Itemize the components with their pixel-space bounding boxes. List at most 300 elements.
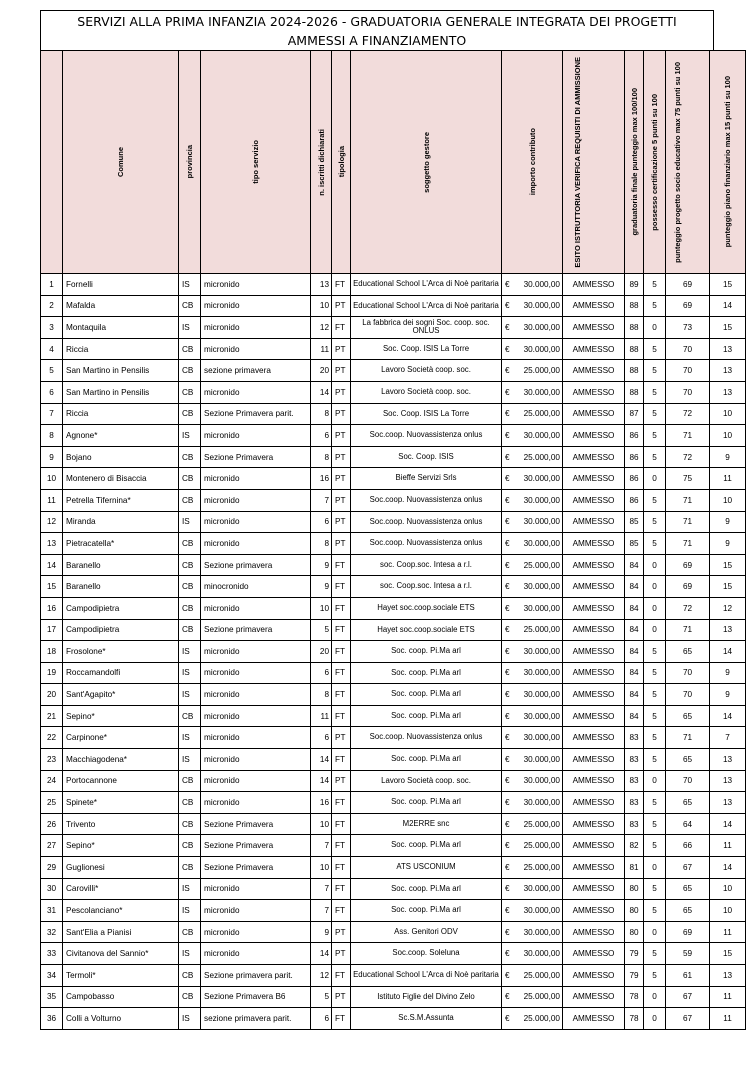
cell-comune: San Martino in Pensilis — [63, 381, 179, 403]
cell-esito: AMMESSO — [563, 381, 625, 403]
cell-tipo-servizio: Sezione primavera parit. — [201, 965, 311, 987]
cell-graduatoria: 84 — [625, 684, 644, 706]
cell-graduatoria: 84 — [625, 619, 644, 641]
cell-graduatoria: 86 — [625, 468, 644, 490]
currency-symbol: € — [505, 344, 510, 354]
cell-provincia: IS — [179, 684, 201, 706]
cell-certificazione: 5 — [644, 274, 666, 296]
cell-comune: Carpinone* — [63, 727, 179, 749]
cell-graduatoria: 80 — [625, 900, 644, 922]
cell-piano: 14 — [710, 813, 746, 835]
cell-num: 7 — [41, 403, 63, 425]
cell-progetto: 69 — [666, 274, 710, 296]
cell-importo — [502, 943, 563, 965]
currency-symbol: € — [505, 992, 510, 1002]
amount-value: 30.000,00 — [523, 603, 560, 613]
cell-provincia: CB — [179, 921, 201, 943]
currency-symbol: € — [505, 603, 510, 613]
cell-piano: 15 — [710, 554, 746, 576]
cell-piano: 14 — [710, 705, 746, 727]
cell-progetto: 59 — [666, 943, 710, 965]
amount-value: 30.000,00 — [523, 646, 560, 656]
currency-symbol: € — [505, 560, 510, 570]
amount-value: 30.000,00 — [523, 906, 560, 916]
cell-num: 19 — [41, 662, 63, 684]
cell-tipo-servizio: Sezione Primavera B6 — [201, 986, 311, 1008]
cell-tipo-servizio: sezione primavera parit. — [201, 1008, 311, 1030]
currency-symbol: € — [505, 582, 510, 592]
cell-esito: AMMESSO — [563, 446, 625, 468]
table-row — [41, 921, 746, 943]
cell-esito: AMMESSO — [563, 425, 625, 447]
cell-tipologia: FT — [332, 965, 351, 987]
cell-piano: 11 — [710, 468, 746, 490]
cell-importo — [502, 921, 563, 943]
cell-provincia: IS — [179, 511, 201, 533]
cell-iscritti: 6 — [311, 425, 332, 447]
cell-importo — [502, 965, 563, 987]
cell-provincia: CB — [179, 619, 201, 641]
currency-symbol: € — [505, 841, 510, 851]
cell-piano: 14 — [710, 295, 746, 317]
cell-num: 29 — [41, 857, 63, 879]
cell-provincia: CB — [179, 770, 201, 792]
currency-symbol: € — [505, 970, 510, 980]
cell-piano: 15 — [710, 943, 746, 965]
cell-certificazione: 0 — [644, 576, 666, 598]
cell-piano: 9 — [710, 662, 746, 684]
cell-certificazione: 0 — [644, 857, 666, 879]
cell-num: 8 — [41, 425, 63, 447]
cell-tipologia: PT — [332, 489, 351, 511]
cell-graduatoria: 84 — [625, 554, 644, 576]
amount-value: 25.000,00 — [523, 841, 560, 851]
amount-value: 30.000,00 — [523, 344, 560, 354]
cell-esito: AMMESSO — [563, 317, 625, 339]
cell-progetto: 65 — [666, 878, 710, 900]
cell-tipologia: FT — [332, 705, 351, 727]
cell-importo — [502, 619, 563, 641]
cell-soggetto-gestore: Soc.coop. Nuovassistenza onlus — [351, 511, 502, 533]
table-row — [41, 641, 746, 663]
cell-certificazione: 5 — [644, 727, 666, 749]
cell-tipo-servizio: micronido — [201, 878, 311, 900]
cell-tipologia: FT — [332, 1008, 351, 1030]
cell-tipologia: FT — [332, 835, 351, 857]
amount-value: 30.000,00 — [523, 690, 560, 700]
amount-value: 25.000,00 — [523, 1013, 560, 1023]
cell-num: 18 — [41, 641, 63, 663]
cell-graduatoria: 85 — [625, 511, 644, 533]
currency-symbol: € — [505, 538, 510, 548]
cell-tipo-servizio: Sezione Primavera parit. — [201, 403, 311, 425]
cell-comune: Pescolanciano* — [63, 900, 179, 922]
cell-soggetto-gestore: Sc.S.M.Assunta — [351, 1008, 502, 1030]
cell-provincia: CB — [179, 533, 201, 555]
cell-esito: AMMESSO — [563, 792, 625, 814]
table-row — [41, 965, 746, 987]
amount-value: 30.000,00 — [523, 927, 560, 937]
cell-esito: AMMESSO — [563, 965, 625, 987]
currency-symbol: € — [505, 668, 510, 678]
cell-comune: Montenero di Bisaccia — [63, 468, 179, 490]
table-row — [41, 662, 746, 684]
cell-progetto: 61 — [666, 965, 710, 987]
table-row — [41, 403, 746, 425]
cell-tipo-servizio: micronido — [201, 317, 311, 339]
cell-esito: AMMESSO — [563, 727, 625, 749]
header-comune: Comune — [63, 51, 179, 274]
cell-iscritti: 8 — [311, 403, 332, 425]
cell-tipologia: PT — [332, 446, 351, 468]
cell-tipo-servizio: Sezione Primavera — [201, 835, 311, 857]
cell-comune: Bojano — [63, 446, 179, 468]
cell-tipologia: FT — [332, 641, 351, 663]
cell-tipologia: PT — [332, 295, 351, 317]
table-row — [41, 533, 746, 555]
cell-piano: 10 — [710, 403, 746, 425]
cell-provincia: CB — [179, 576, 201, 598]
cell-certificazione: 5 — [644, 641, 666, 663]
header-num — [41, 51, 63, 274]
cell-certificazione: 5 — [644, 446, 666, 468]
cell-esito: AMMESSO — [563, 878, 625, 900]
cell-soggetto-gestore: Soc. coop. Pi.Ma arl — [351, 684, 502, 706]
table-body — [41, 274, 746, 1030]
cell-esito: AMMESSO — [563, 641, 625, 663]
cell-importo — [502, 511, 563, 533]
cell-esito: AMMESSO — [563, 403, 625, 425]
cell-progetto: 70 — [666, 662, 710, 684]
currency-symbol: € — [505, 884, 510, 894]
cell-graduatoria: 84 — [625, 705, 644, 727]
cell-piano: 10 — [710, 878, 746, 900]
ranking-sheet — [40, 10, 733, 1030]
cell-graduatoria: 83 — [625, 727, 644, 749]
table-row — [41, 425, 746, 447]
cell-graduatoria: 86 — [625, 489, 644, 511]
cell-progetto: 66 — [666, 835, 710, 857]
cell-tipologia: FT — [332, 792, 351, 814]
cell-iscritti: 10 — [311, 857, 332, 879]
cell-comune: Riccia — [63, 403, 179, 425]
cell-esito: AMMESSO — [563, 749, 625, 771]
cell-progetto: 71 — [666, 533, 710, 555]
cell-iscritti: 11 — [311, 705, 332, 727]
cell-piano: 13 — [710, 792, 746, 814]
cell-provincia: CB — [179, 489, 201, 511]
table-row — [41, 489, 746, 511]
cell-piano: 15 — [710, 274, 746, 296]
cell-tipologia: PT — [332, 425, 351, 447]
cell-iscritti: 11 — [311, 338, 332, 360]
amount-value: 25.000,00 — [523, 862, 560, 872]
amount-value: 30.000,00 — [523, 711, 560, 721]
currency-symbol: € — [505, 452, 510, 462]
cell-esito: AMMESSO — [563, 489, 625, 511]
cell-importo — [502, 360, 563, 382]
cell-certificazione: 0 — [644, 597, 666, 619]
cell-progetto: 71 — [666, 425, 710, 447]
cell-comune: Sepino* — [63, 705, 179, 727]
cell-tipologia: FT — [332, 878, 351, 900]
currency-symbol: € — [505, 733, 510, 743]
amount-value: 30.000,00 — [523, 538, 560, 548]
cell-progetto: 71 — [666, 727, 710, 749]
cell-soggetto-gestore: Educational School L'Arca di Noè paritaria — [351, 965, 502, 987]
cell-provincia: IS — [179, 900, 201, 922]
cell-graduatoria: 78 — [625, 1008, 644, 1030]
cell-tipologia: FT — [332, 619, 351, 641]
cell-importo — [502, 425, 563, 447]
cell-comune: Miranda — [63, 511, 179, 533]
cell-esito: AMMESSO — [563, 684, 625, 706]
table-row — [41, 684, 746, 706]
currency-symbol: € — [505, 430, 510, 440]
cell-piano: 14 — [710, 857, 746, 879]
cell-esito: AMMESSO — [563, 274, 625, 296]
cell-num: 30 — [41, 878, 63, 900]
cell-progetto: 65 — [666, 705, 710, 727]
cell-iscritti: 8 — [311, 684, 332, 706]
cell-esito: AMMESSO — [563, 338, 625, 360]
cell-provincia: IS — [179, 425, 201, 447]
cell-iscritti: 6 — [311, 727, 332, 749]
cell-iscritti: 7 — [311, 835, 332, 857]
cell-tipologia: PT — [332, 533, 351, 555]
cell-provincia: CB — [179, 835, 201, 857]
cell-tipo-servizio: micronido — [201, 727, 311, 749]
cell-tipo-servizio: Sezione primavera — [201, 554, 311, 576]
currency-symbol: € — [505, 776, 510, 786]
cell-tipologia: PT — [332, 381, 351, 403]
cell-importo — [502, 468, 563, 490]
cell-piano: 11 — [710, 835, 746, 857]
cell-iscritti: 20 — [311, 360, 332, 382]
cell-esito: AMMESSO — [563, 619, 625, 641]
cell-comune: Trivento — [63, 813, 179, 835]
cell-piano: 13 — [710, 360, 746, 382]
cell-comune: Carovilli* — [63, 878, 179, 900]
cell-graduatoria: 84 — [625, 662, 644, 684]
table-row — [41, 576, 746, 598]
cell-certificazione: 5 — [644, 878, 666, 900]
table-row — [41, 338, 746, 360]
currency-symbol: € — [505, 495, 510, 505]
table-row — [41, 813, 746, 835]
cell-piano: 10 — [710, 489, 746, 511]
cell-piano: 12 — [710, 597, 746, 619]
amount-value: 30.000,00 — [523, 582, 560, 592]
cell-num: 31 — [41, 900, 63, 922]
cell-piano: 13 — [710, 338, 746, 360]
header-provincia: provincia — [179, 51, 201, 274]
cell-piano: 13 — [710, 381, 746, 403]
cell-piano: 13 — [710, 749, 746, 771]
cell-esito: AMMESSO — [563, 770, 625, 792]
table-row — [41, 554, 746, 576]
cell-importo — [502, 295, 563, 317]
table-row — [41, 727, 746, 749]
cell-certificazione: 5 — [644, 381, 666, 403]
cell-comune: Sant'Elia a Pianisi — [63, 921, 179, 943]
cell-soggetto-gestore: Soc. coop. Pi.Ma arl — [351, 900, 502, 922]
cell-esito: AMMESSO — [563, 511, 625, 533]
cell-provincia: CB — [179, 403, 201, 425]
cell-progetto: 72 — [666, 597, 710, 619]
cell-certificazione: 5 — [644, 749, 666, 771]
cell-progetto: 67 — [666, 857, 710, 879]
amount-value: 30.000,00 — [523, 754, 560, 764]
cell-tipologia: PT — [332, 360, 351, 382]
cell-certificazione: 0 — [644, 554, 666, 576]
amount-value: 25.000,00 — [523, 992, 560, 1002]
cell-esito: AMMESSO — [563, 468, 625, 490]
currency-symbol: € — [505, 625, 510, 635]
cell-provincia: IS — [179, 727, 201, 749]
amount-value: 30.000,00 — [523, 430, 560, 440]
cell-piano: 13 — [710, 619, 746, 641]
cell-progetto: 71 — [666, 619, 710, 641]
cell-num: 27 — [41, 835, 63, 857]
cell-piano: 11 — [710, 986, 746, 1008]
cell-progetto: 69 — [666, 576, 710, 598]
cell-tipo-servizio: micronido — [201, 641, 311, 663]
cell-tipo-servizio: micronido — [201, 511, 311, 533]
cell-iscritti: 7 — [311, 489, 332, 511]
cell-tipo-servizio: Sezione Primavera — [201, 857, 311, 879]
currency-symbol: € — [505, 1013, 510, 1023]
cell-soggetto-gestore: Soc. coop. Pi.Ma arl — [351, 878, 502, 900]
cell-num: 25 — [41, 792, 63, 814]
header-progetto: punteggio progetto socio educativo max 75 punti su 100 — [666, 51, 710, 274]
cell-comune: Mafalda — [63, 295, 179, 317]
cell-iscritti: 16 — [311, 468, 332, 490]
cell-tipologia: FT — [332, 554, 351, 576]
cell-piano: 13 — [710, 965, 746, 987]
cell-graduatoria: 85 — [625, 533, 644, 555]
cell-esito: AMMESSO — [563, 554, 625, 576]
cell-soggetto-gestore: Ass. Genitori ODV — [351, 921, 502, 943]
cell-comune: Frosolone* — [63, 641, 179, 663]
table-row — [41, 619, 746, 641]
cell-soggetto-gestore: Lavoro Società coop. soc. — [351, 381, 502, 403]
amount-value: 30.000,00 — [523, 668, 560, 678]
cell-iscritti: 10 — [311, 295, 332, 317]
cell-graduatoria: 83 — [625, 749, 644, 771]
cell-certificazione: 5 — [644, 705, 666, 727]
cell-piano: 10 — [710, 425, 746, 447]
cell-num: 34 — [41, 965, 63, 987]
cell-provincia: CB — [179, 338, 201, 360]
cell-importo — [502, 489, 563, 511]
cell-certificazione: 5 — [644, 813, 666, 835]
cell-num: 16 — [41, 597, 63, 619]
cell-certificazione: 0 — [644, 1008, 666, 1030]
cell-num: 9 — [41, 446, 63, 468]
cell-tipo-servizio: Sezione primavera — [201, 619, 311, 641]
cell-importo — [502, 835, 563, 857]
cell-provincia: CB — [179, 446, 201, 468]
cell-progetto: 70 — [666, 338, 710, 360]
cell-tipo-servizio: micronido — [201, 705, 311, 727]
cell-comune: Macchiagodena* — [63, 749, 179, 771]
cell-tipologia: FT — [332, 813, 351, 835]
cell-importo — [502, 705, 563, 727]
cell-graduatoria: 79 — [625, 943, 644, 965]
cell-comune: Montaquila — [63, 317, 179, 339]
cell-comune: Pietracatella* — [63, 533, 179, 555]
cell-certificazione: 5 — [644, 900, 666, 922]
cell-soggetto-gestore: Bieffe Servizi Srls — [351, 468, 502, 490]
cell-importo — [502, 770, 563, 792]
cell-comune: Sant'Agapito* — [63, 684, 179, 706]
cell-graduatoria: 89 — [625, 274, 644, 296]
cell-importo — [502, 317, 563, 339]
cell-num: 13 — [41, 533, 63, 555]
currency-symbol: € — [505, 754, 510, 764]
cell-soggetto-gestore: Soc. coop. Pi.Ma arl — [351, 641, 502, 663]
cell-graduatoria: 80 — [625, 878, 644, 900]
cell-esito: AMMESSO — [563, 986, 625, 1008]
cell-num: 21 — [41, 705, 63, 727]
currency-symbol: € — [505, 927, 510, 937]
cell-progetto: 71 — [666, 511, 710, 533]
cell-num: 15 — [41, 576, 63, 598]
currency-symbol: € — [505, 301, 510, 311]
cell-comune: Campobasso — [63, 986, 179, 1008]
cell-graduatoria: 83 — [625, 813, 644, 835]
cell-graduatoria: 86 — [625, 425, 644, 447]
cell-num: 20 — [41, 684, 63, 706]
cell-provincia: IS — [179, 641, 201, 663]
cell-tipo-servizio: micronido — [201, 900, 311, 922]
cell-certificazione: 5 — [644, 792, 666, 814]
cell-tipologia: PT — [332, 468, 351, 490]
cell-num: 36 — [41, 1008, 63, 1030]
cell-certificazione: 0 — [644, 468, 666, 490]
cell-num: 17 — [41, 619, 63, 641]
cell-piano: 15 — [710, 576, 746, 598]
cell-tipo-servizio: micronido — [201, 381, 311, 403]
cell-tipo-servizio: micronido — [201, 533, 311, 555]
table-row — [41, 986, 746, 1008]
currency-symbol: € — [505, 819, 510, 829]
cell-num: 24 — [41, 770, 63, 792]
cell-comune: Termoli* — [63, 965, 179, 987]
currency-symbol: € — [505, 387, 510, 397]
cell-soggetto-gestore: Lavoro Società coop. soc. — [351, 360, 502, 382]
cell-soggetto-gestore: soc. Coop.soc. Intesa a r.l. — [351, 576, 502, 598]
page-title — [40, 10, 714, 50]
cell-esito: AMMESSO — [563, 900, 625, 922]
table-row — [41, 274, 746, 296]
cell-provincia: IS — [179, 943, 201, 965]
currency-symbol: € — [505, 949, 510, 959]
cell-comune: Sepino* — [63, 835, 179, 857]
cell-tipologia: FT — [332, 274, 351, 296]
amount-value: 30.000,00 — [523, 322, 560, 332]
cell-tipologia: FT — [332, 684, 351, 706]
table-row — [41, 468, 746, 490]
cell-provincia: IS — [179, 749, 201, 771]
cell-tipologia: PT — [332, 511, 351, 533]
cell-provincia: IS — [179, 878, 201, 900]
table-row — [41, 835, 746, 857]
cell-num: 11 — [41, 489, 63, 511]
amount-value: 30.000,00 — [523, 949, 560, 959]
cell-provincia: CB — [179, 295, 201, 317]
